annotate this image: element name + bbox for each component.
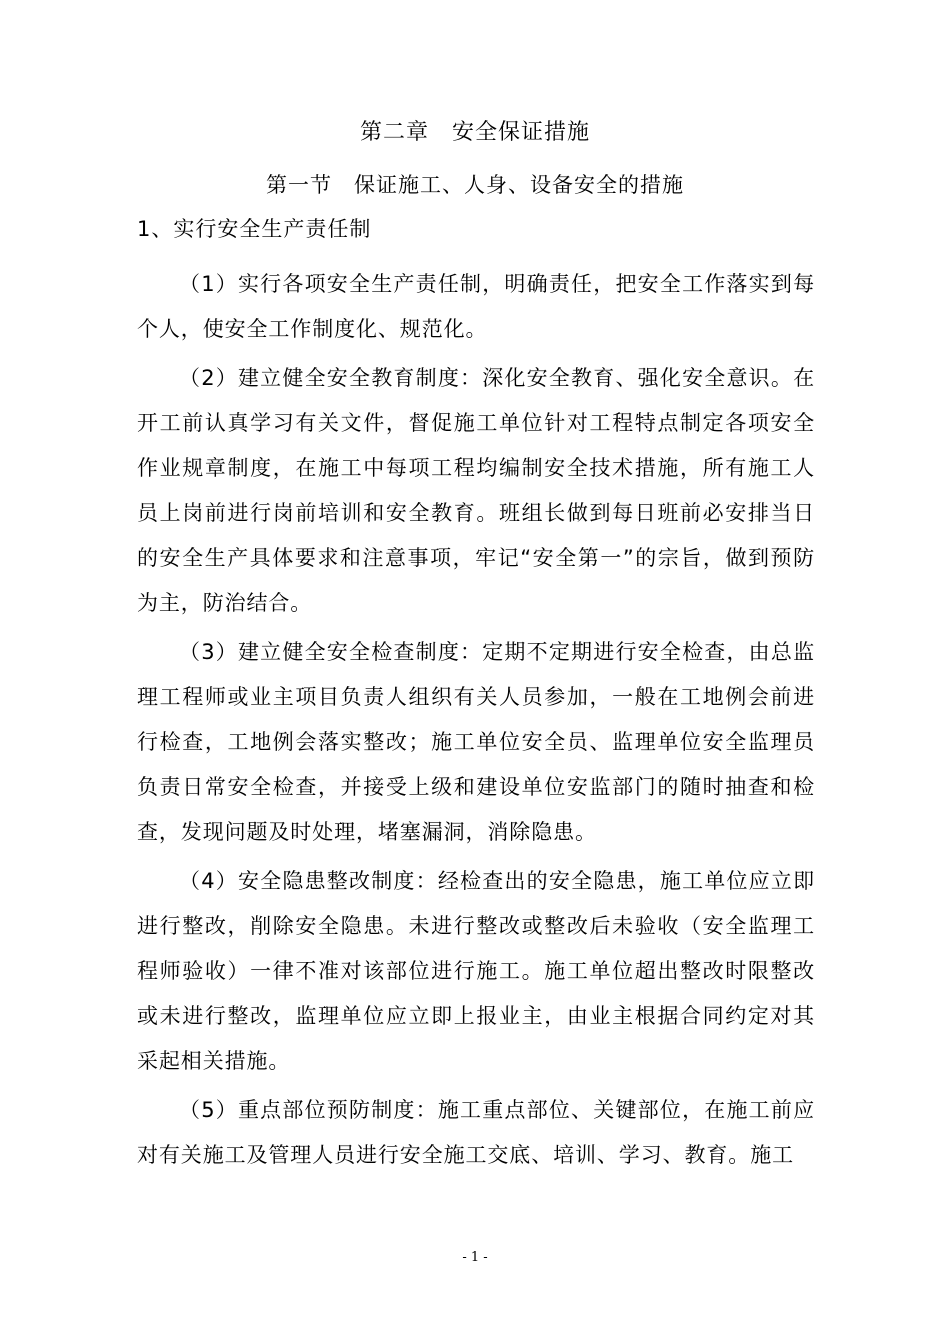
section-title: 第一节 保证施工、人身、设备安全的措施 — [266, 173, 684, 197]
paragraph-2: （2）建立健全安全教育制度：深化安全教育、强化安全意识。在开工前认真学习有关文件，督促施工单位针对工程特点制定各项安全作业规章制度，在施工中每项工程均编制安全技术措施，所有施工人员上岗前进行岗前培训和安全教育。班组长做到每日班前必安排当日的安全生产具体要求和注意事项，牢记“安全第一”的宗旨，做到预防为主，防治结合。 — [137, 366, 815, 615]
body-text — [137, 262, 815, 1182]
page-number: - 1 - — [462, 1250, 488, 1265]
paragraph-4: （4）安全隐患整改制度：经检查出的安全隐患，施工单位应立即进行整改，削除安全隐患。未进行整改或整改后未验收（安全监理工程师验收）一律不准对该部位进行施工。施工单位超出整改时限整改或未进行整改，监理单位应立即上报业主，由业主根据合同约定对其采起相关措施。 — [137, 869, 815, 1073]
subsection-heading: 1、实行安全生产责任制 — [137, 217, 372, 241]
paragraph-3: （3）建立健全安全检查制度：定期不定期进行安全检查，由总监理工程师或业主项目负责人组织有关人员参加，一般在工地例会前进行检查，工地例会落实整改；施工单位安全员、监理单位安全监理员负责日常安全检查，并接受上级和建设单位安监部门的随时抽查和检查，发现问题及时处理，堵塞漏洞，消除隐患。 — [137, 640, 815, 844]
chapter-title: 第二章 安全保证措施 — [359, 120, 590, 145]
paragraph-5: （5）重点部位预防制度：施工重点部位、关键部位，在施工前应对有关施工及管理人员进行安全施工交底、培训、学习、教育。施工 — [137, 1098, 815, 1167]
paragraph-1: （1）实行各项安全生产责任制，明确责任，把安全工作落实到每个人，使安全工作制度化、规范化。 — [137, 272, 815, 341]
